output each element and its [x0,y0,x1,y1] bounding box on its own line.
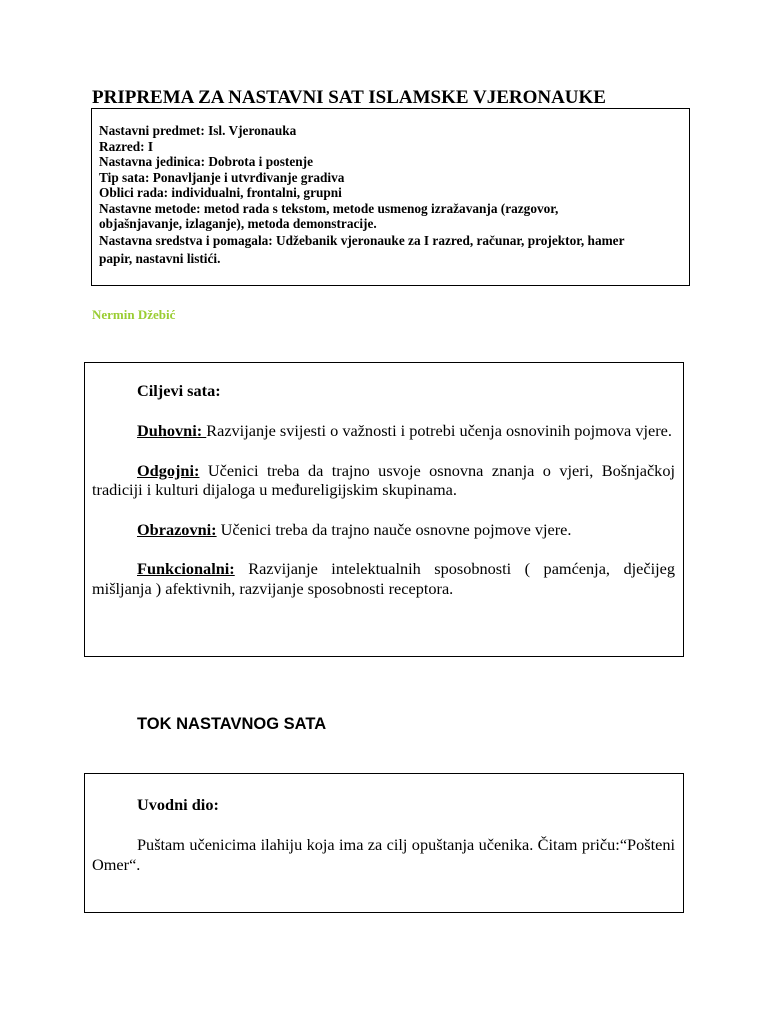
goal-text: Razvijanje svijesti o važnosti i potrebi učenja osnovinih pojmova vjere. [206,421,672,440]
info-methods-line-2: objašnjavanje, izlaganje), metoda demonstracije. [99,216,377,231]
goal-instructional [92,520,675,540]
info-methods-line-1: Nastavne metode: metod rada s tekstom, metode usmenog izražavanja (razgovor, [99,200,559,216]
info-subject: Nastavni predmet: Isl. Vjeronauka [99,123,297,138]
goal-spiritual [92,421,675,441]
info-work-forms: Oblici rada: individualni, frontalni, grupni [99,185,342,200]
goal-label: Duhovni: [137,421,207,440]
info-grade: Razred: I [99,138,154,154]
info-lesson-type: Tip sata: Ponavljanje i utvrđivanje gradiva [99,169,345,185]
lesson-info-box [91,108,690,286]
goal-functional [92,559,675,598]
document-title: PRIPREMA ZA NASTAVNI SAT ISLAMSKE VJERONAUKE [92,87,606,108]
goal-text: Učenici treba da trajno nauče osnovne pojmove vjere. [216,519,572,539]
goal-label: Funkcionalni: [137,559,235,578]
info-resources-line-1: Nastavna sredstva i pomagala: Udžebanik vjeronauke za I razred, računar, projektor, hamer [99,232,625,248]
goal-label: Odgojni: [137,460,200,480]
lesson-flow-heading: TOK NASTAVNOG SATA [137,715,327,733]
info-unit: Nastavna jedinica: Dobrota i postenje [99,154,313,169]
intro-heading: Uvodni dio: [137,795,219,814]
goal-text: Učenici treba da trajno usvoje osnovna znanja o vjeri, Bošnjačkoj tradiciji i kulturi dijaloga u međureligijskim skupinama. [92,460,675,499]
info-resources-line-2: papir, nastavni listići. [99,250,221,266]
intro-section-box [84,773,684,913]
lesson-goals-box [84,362,684,657]
goal-educational [92,461,675,500]
intro-text: Puštam učenicima ilahiju koja ima za cilj opuštanja učenika. Čitam priču:“Pošteni Omer“. [92,835,675,874]
goal-label: Obrazovni: [137,519,217,539]
author-name: Nermin Džebić [92,307,176,322]
goal-text: Razvijanje intelektualnih sposobnosti ( pamćenja, dječijeg mišljanja ) afektivnih, razvijanje sposobnosti receptora. [92,559,675,598]
goals-heading: Ciljevi sata: [137,381,221,400]
